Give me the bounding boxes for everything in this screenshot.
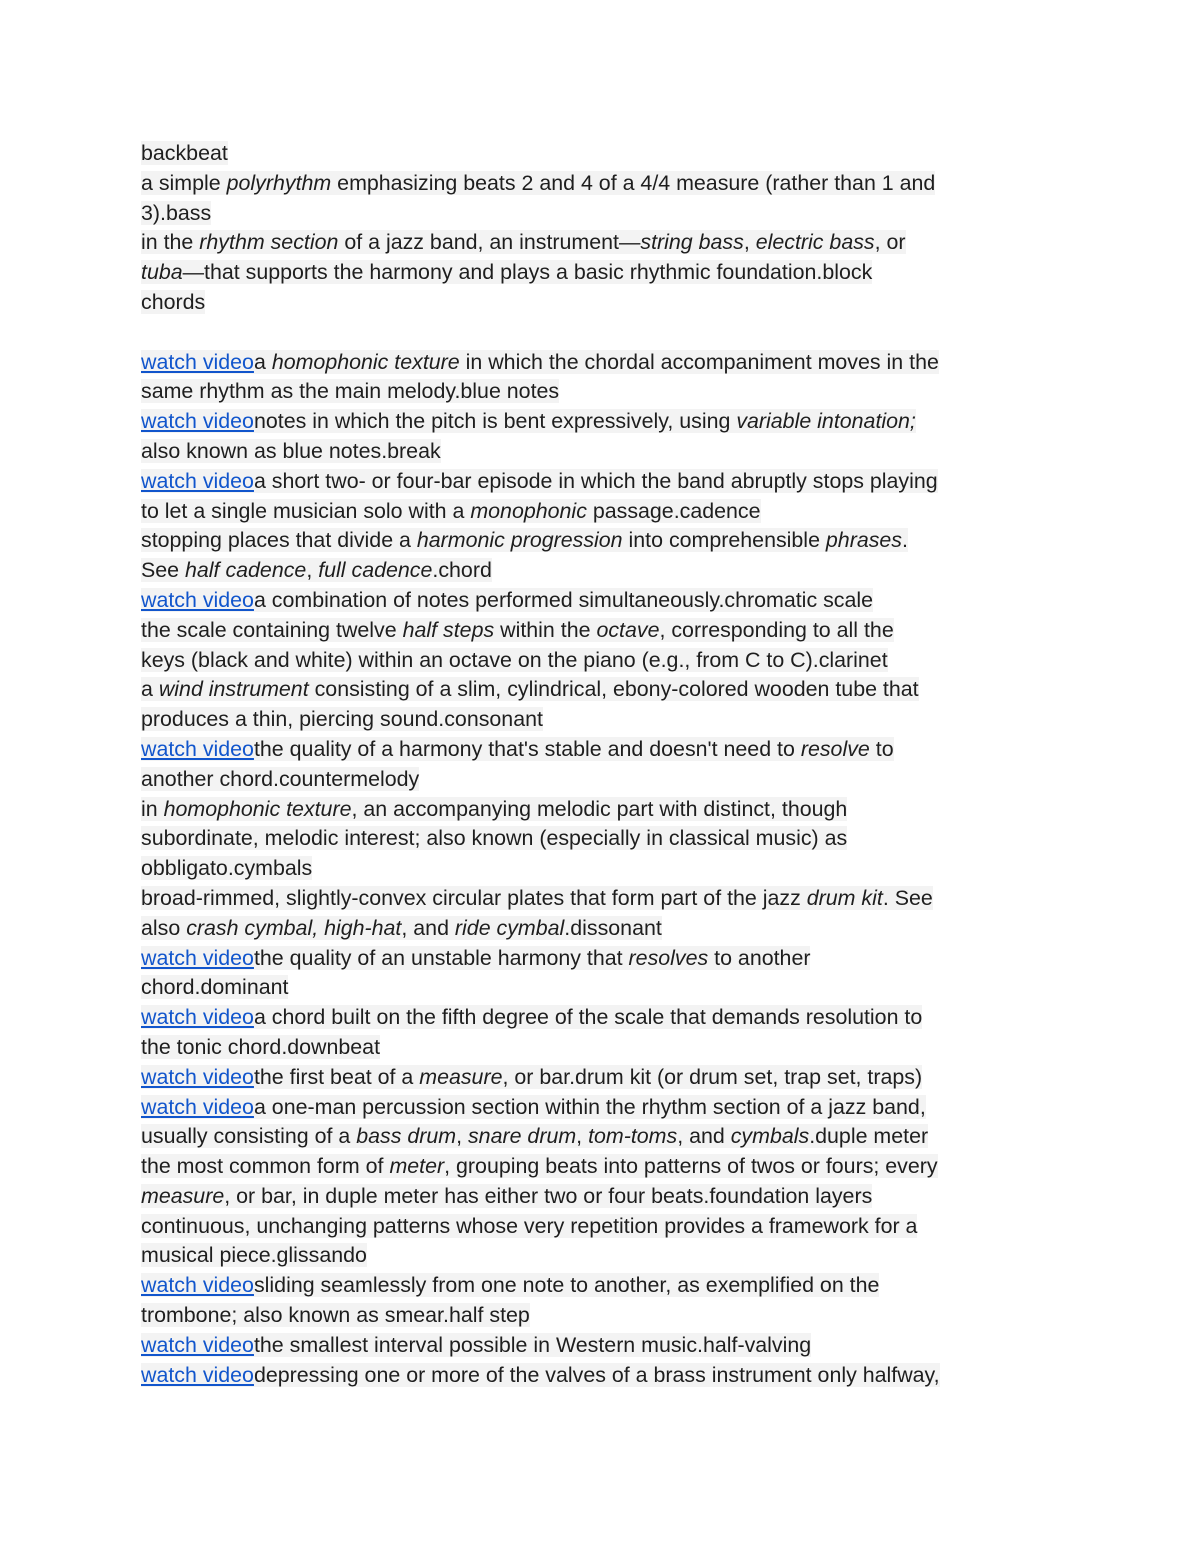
line-text bbox=[141, 1363, 940, 1387]
definition-text: musical piece.glissando bbox=[141, 1243, 367, 1268]
text-line bbox=[141, 526, 1071, 556]
italic-term: measure bbox=[419, 1064, 503, 1089]
definition-text: , an accompanying melodic part with distinct, though bbox=[351, 796, 848, 821]
text-line bbox=[141, 467, 1071, 497]
definition-text: also known as blue notes.break bbox=[141, 438, 441, 463]
definition-text: broad-rimmed, slightly-convex circular plates that form part of the jazz bbox=[141, 885, 807, 910]
line-text bbox=[141, 797, 847, 821]
line-text bbox=[141, 1154, 938, 1178]
line-text bbox=[141, 826, 847, 850]
definition-text: in the bbox=[141, 230, 200, 255]
line-text bbox=[141, 677, 919, 701]
line-text bbox=[141, 230, 906, 254]
text-line bbox=[141, 705, 1071, 735]
definition-text: in which the chordal accompaniment moves in the bbox=[459, 349, 939, 374]
definition-text: , or bar.drum kit (or drum set, trap set, traps) bbox=[502, 1064, 923, 1089]
italic-term: meter bbox=[389, 1154, 445, 1179]
line-text bbox=[141, 469, 938, 493]
definition-text: a short two- or four-bar episode in which the band abruptly stops playing bbox=[253, 468, 938, 493]
line-text bbox=[141, 1303, 530, 1327]
text-line bbox=[141, 675, 1071, 705]
line-text bbox=[141, 1273, 879, 1297]
text-line bbox=[141, 1063, 1071, 1093]
definition-text: consisting of a slim, cylindrical, ebony-colored wooden tube that bbox=[308, 677, 919, 702]
watch-video-link[interactable]: watch video bbox=[141, 1332, 254, 1357]
text-line bbox=[141, 348, 1071, 378]
definition-text: emphasizing beats 2 and 4 of a 4/4 measure (rather than 1 and bbox=[331, 170, 936, 195]
italic-term: polyrhythm bbox=[226, 170, 332, 195]
definition-text: the first beat of a bbox=[253, 1064, 420, 1089]
text-line bbox=[141, 973, 1071, 1003]
definition-text: same rhythm as the main melody.blue notes bbox=[141, 379, 560, 404]
definition-text: . bbox=[902, 528, 908, 553]
line-text bbox=[141, 618, 894, 642]
watch-video-link[interactable]: watch video bbox=[141, 468, 254, 493]
line-text bbox=[141, 350, 939, 374]
definition-text: to bbox=[869, 736, 894, 761]
line-text bbox=[141, 946, 810, 970]
italic-term: half steps bbox=[402, 617, 495, 642]
line-text bbox=[141, 141, 228, 165]
italic-term: homophonic texture bbox=[271, 349, 460, 374]
text-line bbox=[141, 914, 1071, 944]
text-line bbox=[141, 1301, 1071, 1331]
definition-text: the quality of a harmony that's stable and doesn't need to bbox=[253, 736, 801, 761]
italic-term: monophonic bbox=[470, 498, 587, 523]
line-text bbox=[141, 171, 935, 195]
text-line bbox=[141, 944, 1071, 974]
definition-text: , bbox=[306, 558, 319, 583]
italic-term: snare drum bbox=[467, 1124, 577, 1149]
line-text bbox=[141, 201, 211, 225]
italic-term: octave bbox=[596, 617, 660, 642]
definition-text: to let a single musician solo with a bbox=[141, 498, 471, 523]
watch-video-link[interactable]: watch video bbox=[141, 1273, 254, 1298]
definition-text: a simple bbox=[141, 170, 227, 195]
text-line bbox=[141, 377, 1071, 407]
line-text bbox=[141, 1095, 926, 1119]
text-line bbox=[141, 407, 1071, 437]
definition-text: . See bbox=[882, 885, 933, 910]
definition-text: continuous, unchanging patterns whose very repetition provides a framework for a bbox=[141, 1213, 918, 1238]
text-line bbox=[141, 646, 1071, 676]
definition-text: 3).bass bbox=[141, 200, 212, 225]
watch-video-link[interactable]: watch video bbox=[141, 1362, 254, 1387]
definition-text: sliding seamlessly from one note to another, as exemplified on the bbox=[253, 1273, 880, 1298]
italic-term: full cadence bbox=[318, 558, 433, 583]
definition-text: .duple meter bbox=[809, 1124, 929, 1149]
text-line bbox=[141, 854, 1071, 884]
definition-text: to another bbox=[708, 945, 811, 970]
definition-text: trombone; also known as smear.half step bbox=[141, 1303, 530, 1328]
definition-text: a chord built on the fifth degree of the scale that demands resolution to bbox=[253, 1005, 923, 1030]
definition-text: chords bbox=[141, 289, 206, 314]
text-line bbox=[141, 1361, 1071, 1391]
definition-text: chord.dominant bbox=[141, 975, 289, 1000]
text-line bbox=[141, 169, 1071, 199]
text-line bbox=[141, 139, 1071, 169]
definition-text: a combination of notes performed simultaneously.chromatic scale bbox=[253, 587, 874, 612]
text-line bbox=[141, 556, 1071, 586]
text-line bbox=[141, 1152, 1071, 1182]
blank-line bbox=[141, 318, 1071, 348]
line-text bbox=[141, 499, 761, 523]
text-line bbox=[141, 228, 1071, 258]
definition-text: notes in which the pitch is bent expressively, using bbox=[253, 409, 737, 434]
italic-term: cymbals bbox=[730, 1124, 810, 1149]
line-text bbox=[141, 1124, 928, 1148]
text-line bbox=[141, 497, 1071, 527]
italic-term: crash cymbal, high-hat bbox=[186, 915, 402, 940]
definition-text: keys (black and white) within an octave on the piano (e.g., from C to C).clarinet bbox=[141, 647, 888, 672]
text-line bbox=[141, 437, 1071, 467]
definition-text: depressing one or more of the valves of a brass instrument only halfway, bbox=[253, 1362, 940, 1387]
italic-term: phrases bbox=[825, 528, 903, 553]
watch-video-link[interactable]: watch video bbox=[141, 349, 254, 374]
text-line bbox=[141, 1033, 1071, 1063]
line-text bbox=[141, 1184, 872, 1208]
definition-text: , or bbox=[874, 230, 906, 255]
italic-term: bass drum bbox=[356, 1124, 457, 1149]
definition-text: backbeat bbox=[141, 141, 228, 165]
italic-term: resolves bbox=[628, 945, 709, 970]
line-text bbox=[141, 1333, 811, 1357]
line-text bbox=[141, 260, 872, 284]
watch-video-link[interactable]: watch video bbox=[141, 1005, 254, 1030]
italic-term: variable intonation; bbox=[736, 409, 916, 434]
line-text bbox=[141, 1243, 367, 1267]
text-line bbox=[141, 735, 1071, 765]
italic-term: resolve bbox=[800, 736, 870, 761]
watch-video-link[interactable]: watch video bbox=[141, 1064, 254, 1089]
definition-text: —that supports the harmony and plays a basic rhythmic foundation.block bbox=[182, 260, 873, 285]
definition-text: into comprehensible bbox=[622, 528, 826, 553]
line-text bbox=[141, 886, 933, 910]
definition-text: .dissonant bbox=[564, 915, 662, 940]
definition-text: a bbox=[141, 677, 159, 702]
italic-term: measure bbox=[141, 1183, 225, 1208]
text-line bbox=[141, 586, 1071, 616]
line-text bbox=[141, 648, 888, 672]
definition-text: the quality of an unstable harmony that bbox=[253, 945, 629, 970]
text-line bbox=[141, 824, 1071, 854]
definition-text: passage.cadence bbox=[586, 498, 761, 523]
italic-term: ride cymbal bbox=[454, 915, 565, 940]
text-line bbox=[141, 616, 1071, 646]
text-line bbox=[141, 199, 1071, 229]
watch-video-link[interactable]: watch video bbox=[141, 1094, 254, 1119]
definition-text: a one-man percussion section within the rhythm section of a jazz band, bbox=[253, 1094, 926, 1119]
definition-text: , and bbox=[401, 915, 455, 940]
italic-term: harmonic progression bbox=[416, 528, 623, 553]
text-line bbox=[141, 1122, 1071, 1152]
line-text bbox=[141, 856, 312, 880]
line-text bbox=[141, 707, 543, 731]
text-line bbox=[141, 1212, 1071, 1242]
definition-text: stopping places that divide a bbox=[141, 528, 417, 553]
line-text bbox=[141, 975, 288, 999]
italic-term: half cadence bbox=[185, 558, 307, 583]
line-text bbox=[141, 1005, 922, 1029]
line-text bbox=[141, 439, 441, 463]
line-text bbox=[141, 767, 419, 791]
line-text bbox=[141, 558, 492, 582]
definition-text: in bbox=[141, 796, 164, 821]
text-line bbox=[141, 765, 1071, 795]
text-line bbox=[141, 1331, 1071, 1361]
line-text bbox=[141, 1214, 917, 1238]
definition-text: the smallest interval possible in Western music.half-valving bbox=[253, 1332, 812, 1357]
definition-text: within the bbox=[494, 617, 597, 642]
definition-text: , and bbox=[677, 1124, 731, 1149]
definition-text: , bbox=[576, 1124, 589, 1149]
italic-term: tom-toms bbox=[588, 1124, 678, 1149]
definition-text: another chord.countermelody bbox=[141, 766, 420, 791]
italic-term: drum kit bbox=[806, 885, 883, 910]
definition-text: , corresponding to all the bbox=[659, 617, 894, 642]
definition-text: of a jazz band, an instrument— bbox=[338, 230, 641, 255]
definition-text: subordinate, melodic interest; also known (especially in classical music) as bbox=[141, 826, 848, 851]
watch-video-link[interactable]: watch video bbox=[141, 945, 254, 970]
italic-term: homophonic texture bbox=[163, 796, 352, 821]
text-line bbox=[141, 1182, 1071, 1212]
text-line bbox=[141, 288, 1071, 318]
line-text bbox=[141, 290, 205, 314]
italic-term: tuba bbox=[141, 260, 183, 285]
definition-text: obbligato.cymbals bbox=[141, 856, 313, 881]
definition-text: the tonic chord.downbeat bbox=[141, 1034, 381, 1059]
definition-text: , bbox=[456, 1124, 468, 1149]
definition-text: also bbox=[141, 915, 187, 940]
watch-video-link[interactable]: watch video bbox=[141, 736, 254, 761]
text-line bbox=[141, 795, 1071, 825]
line-text bbox=[141, 737, 894, 761]
text-line bbox=[141, 884, 1071, 914]
watch-video-link[interactable]: watch video bbox=[141, 587, 254, 612]
line-text bbox=[141, 1035, 380, 1059]
definition-text: the most common form of bbox=[141, 1154, 390, 1179]
definition-text: See bbox=[141, 558, 186, 583]
text-line bbox=[141, 1003, 1071, 1033]
text-line bbox=[141, 1093, 1071, 1123]
definition-text: , grouping beats into patterns of twos or fours; every bbox=[444, 1154, 938, 1179]
italic-term: string bass bbox=[640, 230, 744, 255]
definition-text: the scale containing twelve bbox=[141, 617, 403, 642]
definition-text: a bbox=[253, 349, 272, 374]
watch-video-link[interactable]: watch video bbox=[141, 409, 254, 434]
italic-term: wind instrument bbox=[158, 677, 309, 702]
text-line bbox=[141, 1271, 1071, 1301]
definition-text: usually consisting of a bbox=[141, 1124, 357, 1149]
italic-term: electric bass bbox=[755, 230, 875, 255]
definition-text: produces a thin, piercing sound.consonant bbox=[141, 707, 543, 732]
line-text bbox=[141, 1065, 922, 1089]
text-line bbox=[141, 258, 1071, 288]
line-text bbox=[141, 409, 916, 433]
definition-text: .chord bbox=[432, 558, 492, 583]
line-text bbox=[141, 379, 559, 403]
definition-text: , or bar, in duple meter has either two or four beats.foundation layers bbox=[224, 1183, 873, 1208]
italic-term: rhythm section bbox=[199, 230, 339, 255]
text-line bbox=[141, 1241, 1071, 1271]
definition-text: , bbox=[743, 230, 756, 255]
line-text bbox=[141, 528, 908, 552]
line-text bbox=[141, 916, 662, 940]
glossary-document bbox=[141, 139, 1071, 1390]
line-text bbox=[141, 588, 873, 612]
